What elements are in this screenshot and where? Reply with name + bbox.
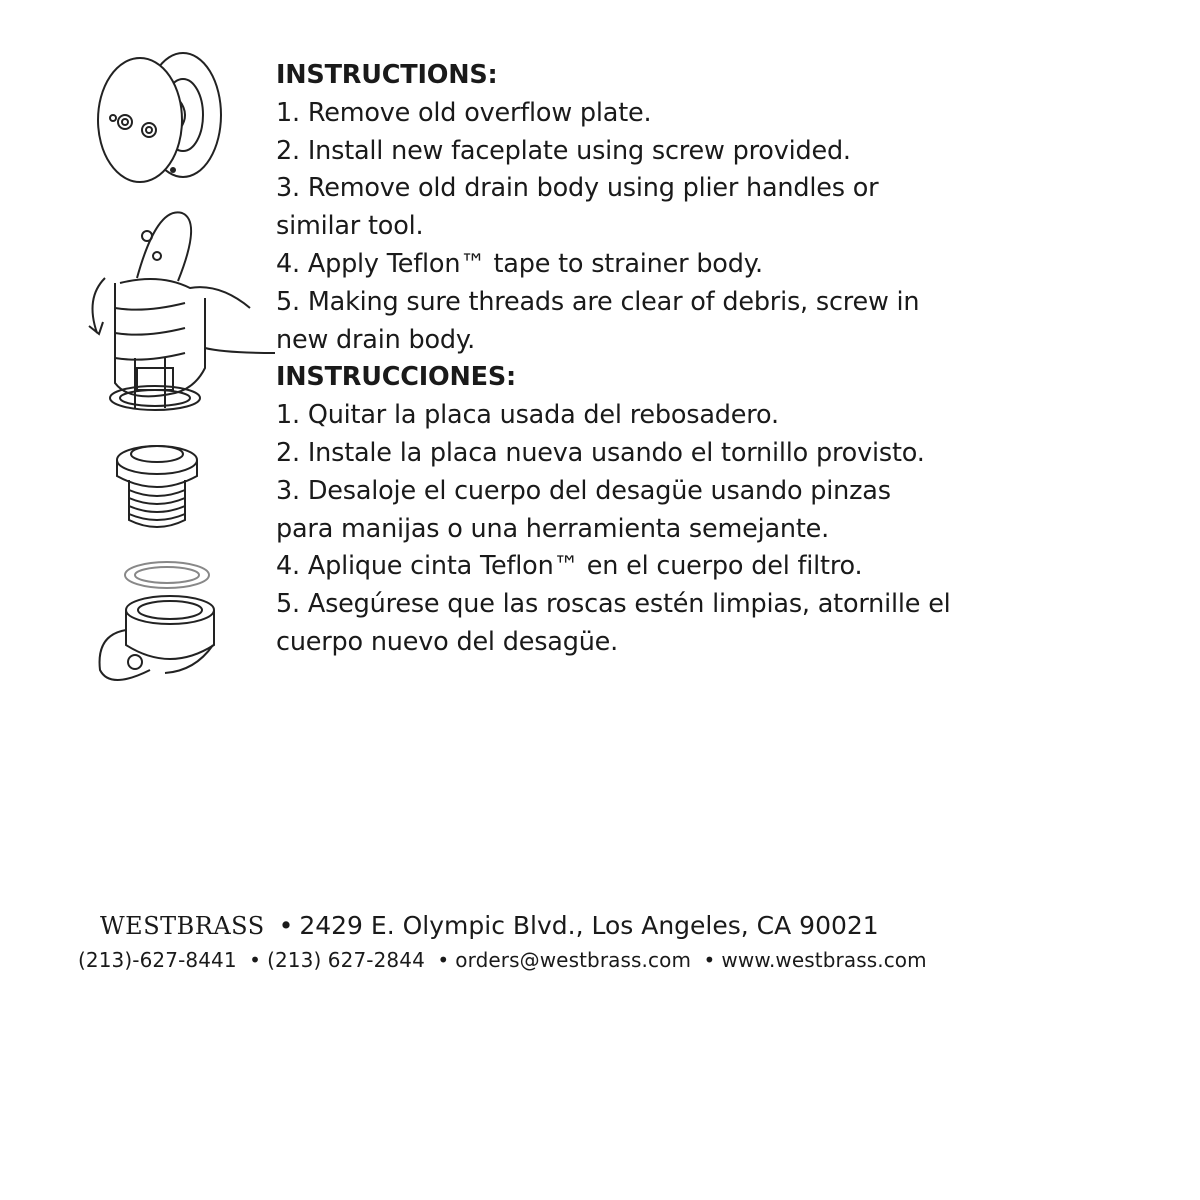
instructions-heading: INSTRUCTIONS: — [276, 60, 498, 90]
instruction-step: 1. Remove old overflow plate. — [276, 97, 652, 128]
drain-stopper-icon — [85, 438, 255, 533]
instruction-step: 3. Remove old drain body using plier handles or — [276, 173, 879, 204]
instruccion-step: 5. Asegúrese que las roscas estén limpias, atornille el — [276, 589, 951, 620]
instruction-step: 2. Install new faceplate using screw provided. — [276, 135, 851, 166]
instruccion-step: cuerpo nuevo del desagüe. — [276, 626, 619, 657]
instruction-step: 5. Making sure threads are clear of debris, screw in — [276, 286, 920, 317]
separator-dot: • — [249, 948, 262, 972]
instruccion-step: 3. Desaloje el cuerpo del desagüe usando pinzas — [276, 475, 891, 506]
instruccion-step: 2. Instale la placa nueva usando el tornillo provisto. — [276, 437, 925, 468]
footer-address-row — [78, 908, 1178, 944]
separator-dot: • — [703, 948, 716, 972]
separator-dot: • — [278, 911, 294, 940]
overflow-plate-icon — [85, 50, 255, 200]
phone-1: (213)-627-8441 — [78, 948, 237, 972]
address-text: 2429 E. Olympic Blvd., Los Angeles, CA 90021 — [299, 911, 879, 940]
separator-dot: • — [437, 948, 450, 972]
brand-name: WESTBRASS — [100, 912, 265, 940]
instruccion-step: 1. Quitar la placa usada del rebosadero. — [276, 400, 779, 431]
instruction-step: new drain body. — [276, 324, 475, 355]
illustrations-column — [85, 50, 255, 690]
phone-2: (213) 627-2844 — [267, 948, 425, 972]
website-address: www.westbrass.com — [721, 948, 927, 972]
contact-footer — [78, 908, 1178, 976]
footer-contact-row — [78, 944, 1178, 976]
hand-wrench-icon — [75, 208, 275, 418]
email-address: orders@westbrass.com — [455, 948, 692, 972]
instruccion-step: 4. Aplique cinta Teflon™ en el cuerpo del filtro. — [276, 551, 863, 582]
instrucciones-heading: INSTRUCCIONES: — [276, 362, 517, 393]
instruccion-step: para manijas o una herramienta semejante. — [276, 513, 830, 544]
drain-body-icon — [85, 555, 255, 690]
instruction-step: 4. Apply Teflon™ tape to strainer body. — [276, 248, 763, 279]
instructions-text — [276, 57, 1176, 662]
instruction-step: similar tool. — [276, 211, 424, 242]
